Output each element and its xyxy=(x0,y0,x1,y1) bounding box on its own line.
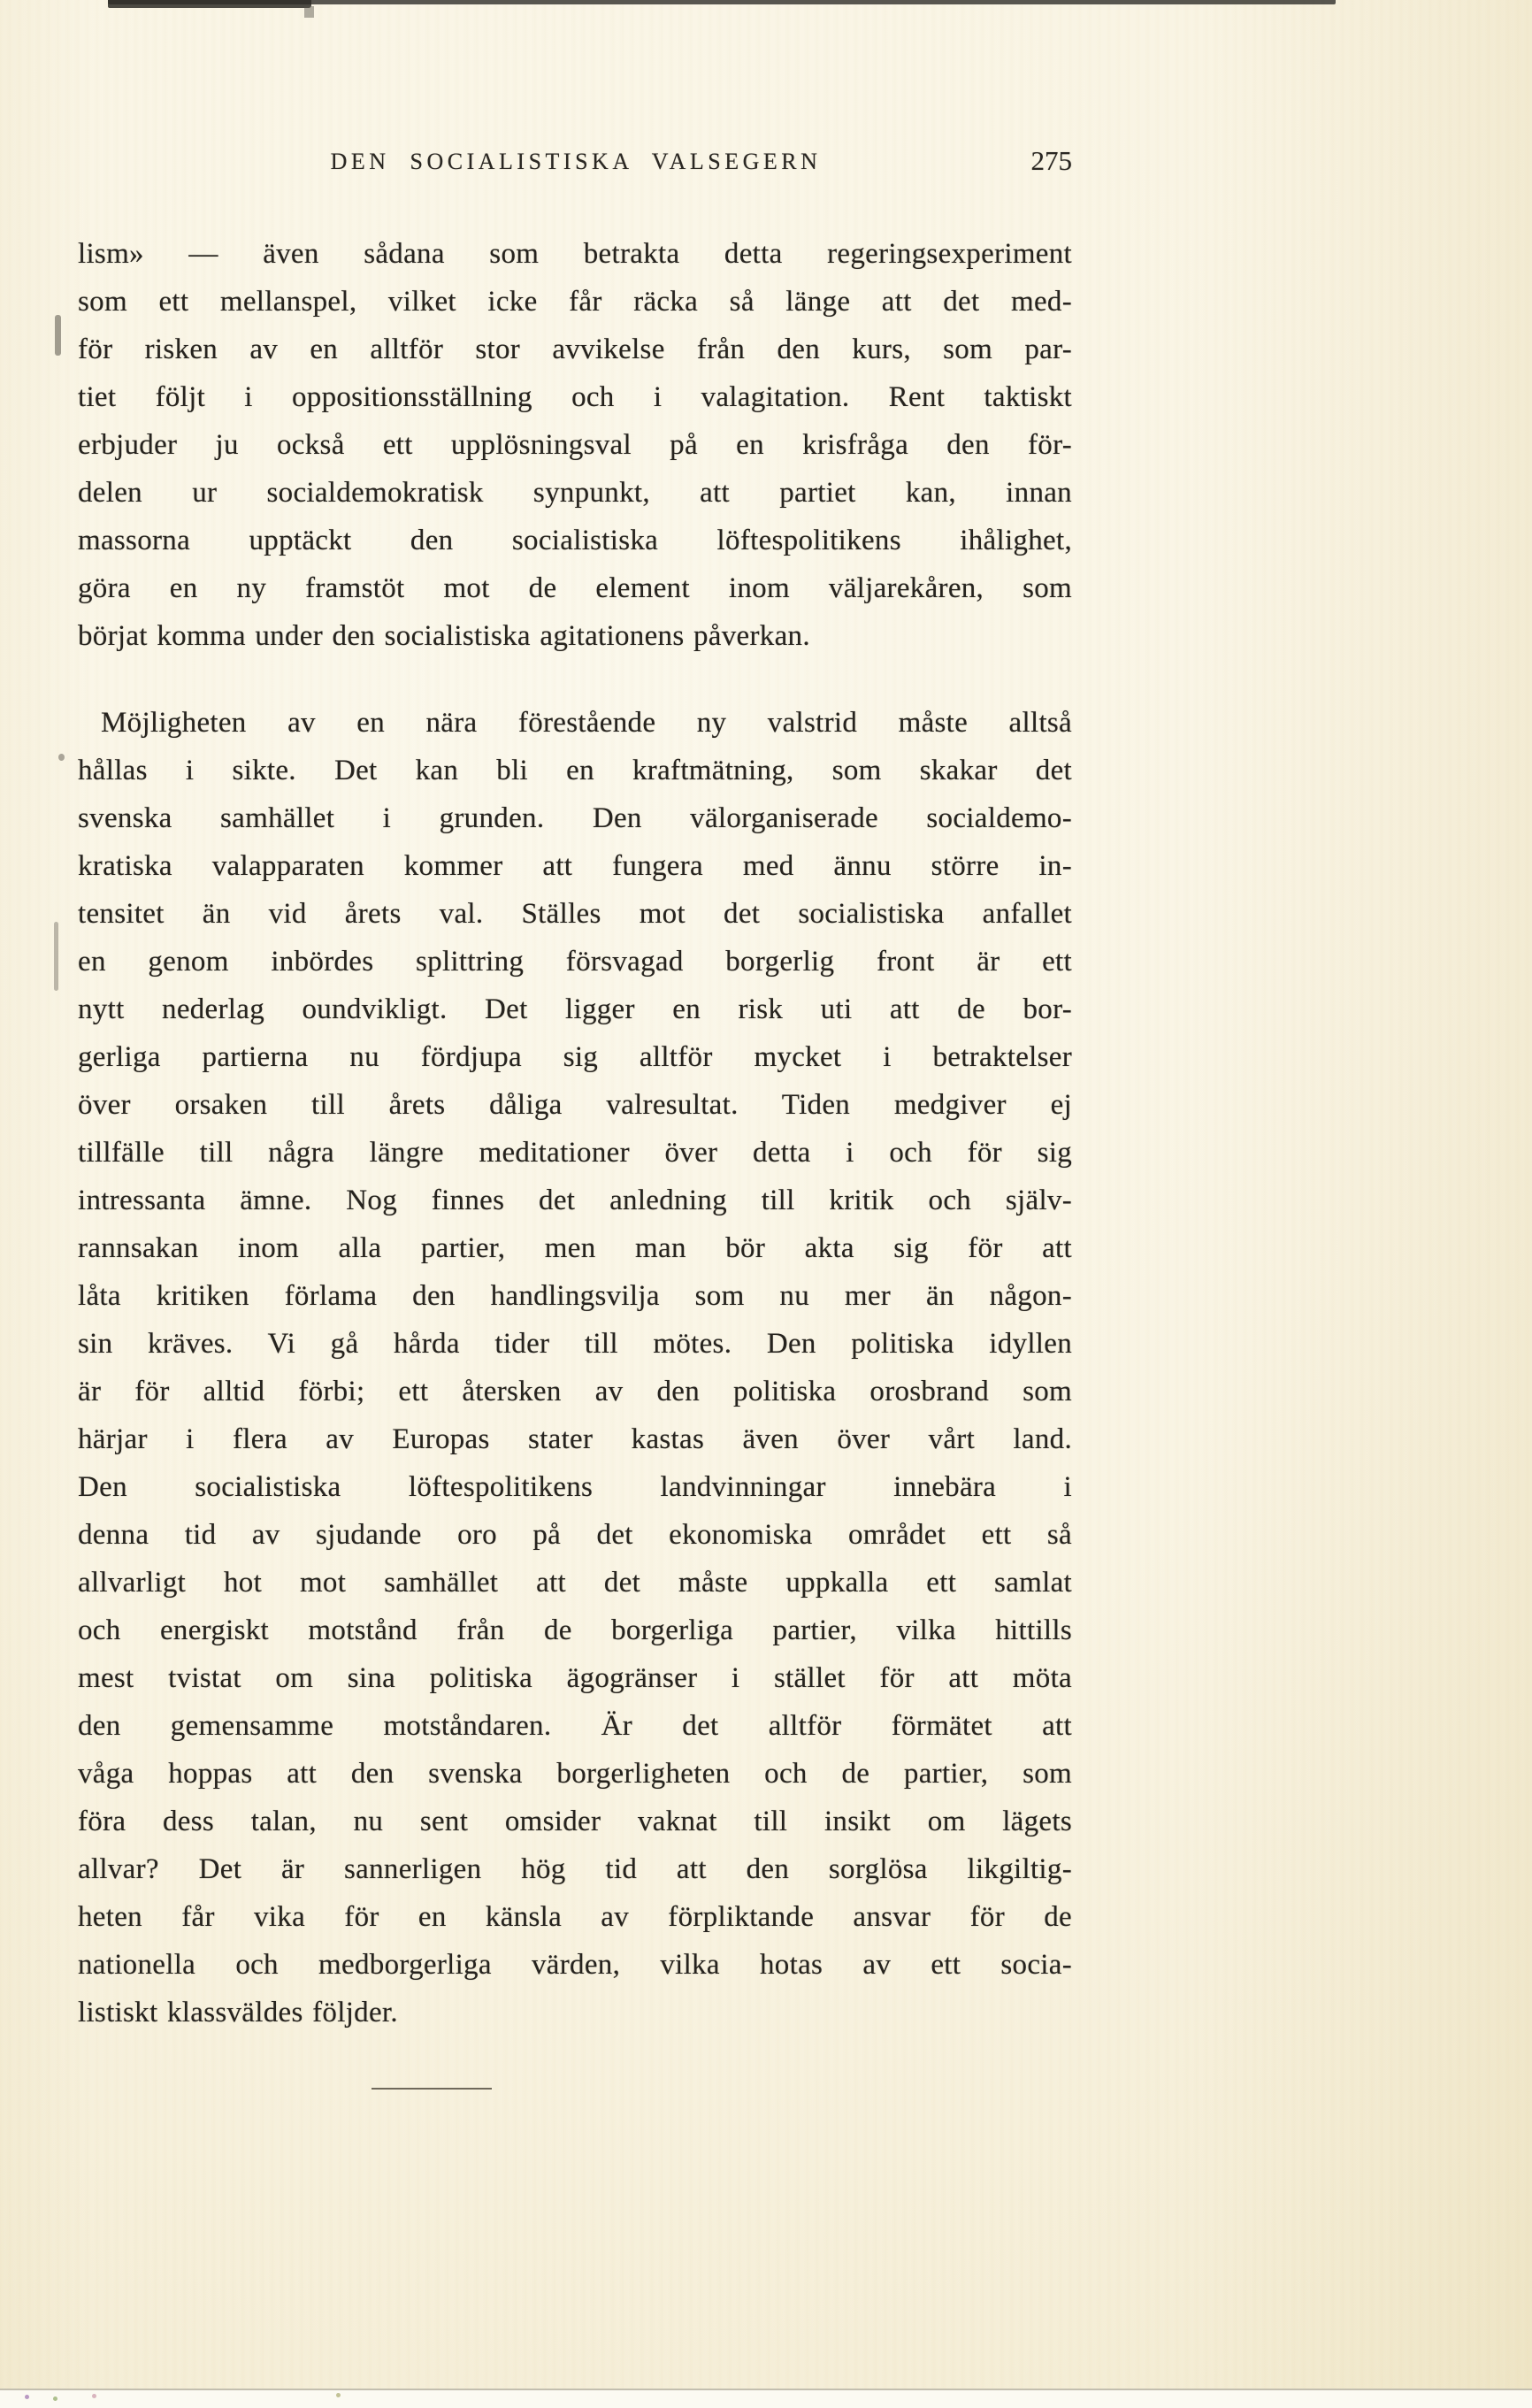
scan-noise-dot xyxy=(53,2396,57,2401)
text-line: massorna upptäckt den socialistiska löftespolitikens ihålighet, xyxy=(78,525,1072,556)
text-line: allvar? Det är sannerligen hög tid att den sorglösa likgiltig- xyxy=(78,1853,1072,1885)
paragraph-2 xyxy=(78,699,1072,2036)
text-line: erbjuder ju också ett upplösningsval på en krisfråga den för- xyxy=(78,429,1072,461)
text-line: och energiskt motstånd från de borgerliga partier, vilka hittills xyxy=(78,1614,1072,1646)
text-line: nationella och medborgerliga värden, vilka hotas av ett socia- xyxy=(78,1949,1072,1981)
scan-speck xyxy=(54,922,58,991)
scan-speck xyxy=(55,315,61,356)
text-line: heten får vika för en känsla av förpliktande ansvar för de xyxy=(78,1901,1072,1933)
text-line: tensitet än vid årets val. Ställes mot det socialistiska anfallet xyxy=(78,898,1072,930)
text-line: sin kräves. Vi gå hårda tider till mötes. Den politiska idyllen xyxy=(78,1328,1072,1360)
text-line: en genom inbördes splittring försvagad borgerlig front är ett xyxy=(78,946,1072,978)
scan-noise-dot xyxy=(92,2394,96,2398)
text-line: kratiska valapparaten kommer att fungera med ännu större in- xyxy=(78,850,1072,882)
text-line: delen ur socialdemokratisk synpunkt, att partiet kan, innan xyxy=(78,477,1072,509)
text-line: rannsakan inom alla partier, men man bör akta sig för att xyxy=(78,1232,1072,1264)
text-line: våga hoppas att den svenska borgerligheten och de partier, som xyxy=(78,1758,1072,1790)
body-text xyxy=(78,230,1072,2036)
text-line: som ett mellanspel, vilket icke får räcka så länge att det med- xyxy=(78,286,1072,318)
text-line: låta kritiken förlama den handlingsvilja som nu mer än någon- xyxy=(78,1280,1072,1312)
text-line: är för alltid förbi; ett återsken av den politiska orosbrand som xyxy=(78,1376,1072,1407)
scan-artifact-top-tick xyxy=(304,6,314,18)
section-end-rule xyxy=(372,2088,492,2090)
text-line: listiskt klassväldes följder. xyxy=(78,1997,398,2028)
scan-noise-dot xyxy=(25,2395,29,2399)
text-line: börjat komma under den socialistiska agitationens påverkan. xyxy=(78,620,810,652)
scan-noise-dot xyxy=(336,2393,341,2397)
running-title: DEN SOCIALISTISKA VALSEGERN xyxy=(330,149,822,174)
text-line: Möjligheten av en nära förestående ny valstrid måste alltså xyxy=(101,707,1072,739)
text-line: denna tid av sjudande oro på det ekonomiska området ett så xyxy=(78,1519,1072,1551)
page-number: 275 xyxy=(1030,145,1072,176)
text-line: för risken av en alltför stor avvikelse från den kurs, som par- xyxy=(78,334,1072,365)
text-line: mest tvistat om sina politiska ägogränser i stället för att möta xyxy=(78,1662,1072,1694)
text-line: svenska samhället i grunden. Den välorganiserade socialdemo- xyxy=(78,802,1072,834)
scan-artifact-top-edge-thick xyxy=(108,0,311,8)
paragraph-1 xyxy=(78,230,1072,660)
scan-speck xyxy=(58,754,65,761)
text-line: gerliga partierna nu fördjupa sig alltför mycket i betraktelser xyxy=(78,1041,1072,1073)
text-line: hållas i sikte. Det kan bli en kraftmätning, som skakar det xyxy=(78,755,1072,786)
text-line: lism» — även sådana som betrakta detta regeringsexperiment xyxy=(78,238,1072,270)
text-line: allvarligt hot mot samhället att det måste uppkalla ett samlat xyxy=(78,1567,1072,1599)
text-line: tiet följt i oppositionsställning och i valagitation. Rent taktiskt xyxy=(78,381,1072,413)
scan-artifact-bottom-edge xyxy=(0,2389,1532,2408)
text-line: nytt nederlag oundvikligt. Det ligger en risk uti att de bor- xyxy=(78,993,1072,1025)
text-line: Den socialistiska löftespolitikens landvinningar innebära i xyxy=(78,1471,1072,1503)
text-line: intressanta ämne. Nog finnes det anledning till kritik och själv- xyxy=(78,1185,1072,1216)
text-line: tillfälle till några längre meditationer över detta i och för sig xyxy=(78,1137,1072,1169)
text-line: göra en ny framstöt mot de element inom väljarekåren, som xyxy=(78,572,1072,604)
text-line: härjar i flera av Europas stater kastas även över vårt land. xyxy=(78,1423,1072,1455)
text-line: över orsaken till årets dåliga valresultat. Tiden medgiver ej xyxy=(78,1089,1072,1121)
text-line: den gemensamme motståndaren. Är det alltför förmätet att xyxy=(78,1710,1072,1742)
text-line: föra dess talan, nu sent omsider vaknat till insikt om lägets xyxy=(78,1806,1072,1837)
running-head xyxy=(80,145,1072,184)
